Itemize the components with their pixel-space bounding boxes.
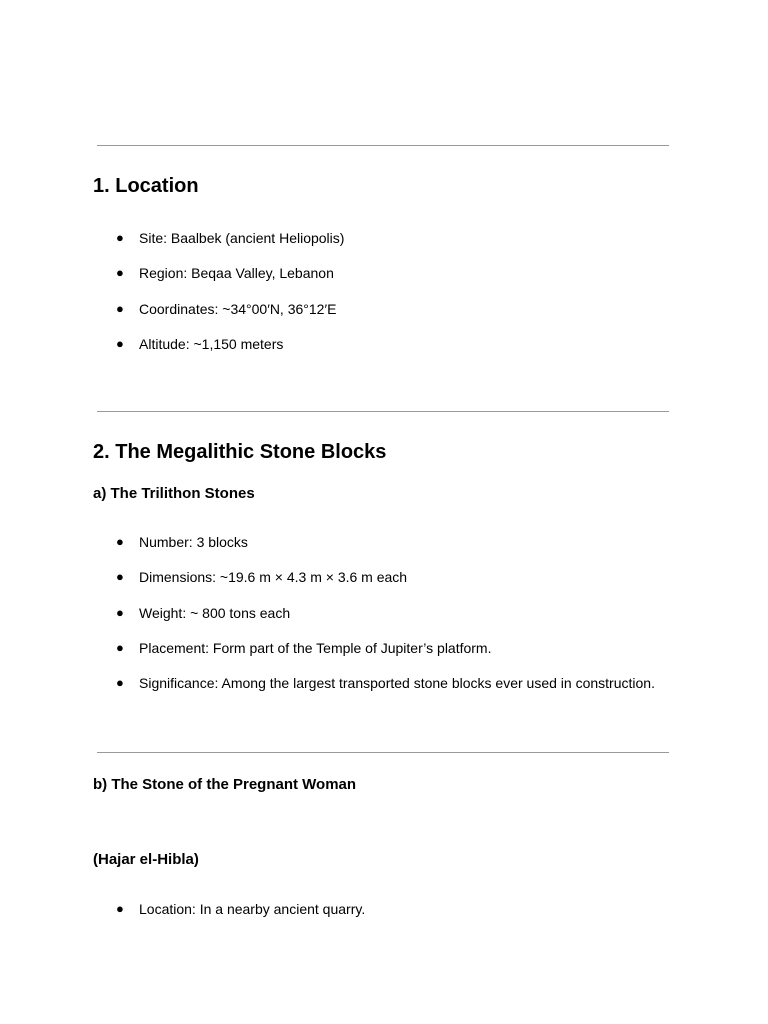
section-heading-megalithic: 2. The Megalithic Stone Blocks xyxy=(93,441,387,463)
divider-lower xyxy=(97,752,669,753)
subsection-heading-trilithon: a) The Trilithon Stones xyxy=(93,485,255,502)
list-item-text: Weight: ~ 800 tons each xyxy=(139,604,291,621)
subsection-heading-pregnant-woman: b) The Stone of the Pregnant Woman xyxy=(93,776,357,793)
list-item-text: Location: In a nearby ancient quarry. xyxy=(139,901,366,917)
bullet-icon: ● xyxy=(116,675,124,691)
section-heading-location: 1. Location xyxy=(93,175,199,197)
list-item-text: Significance: Among the largest transported stone blocks ever used in construction. xyxy=(139,675,655,692)
subsection-subheading-hajar: (Hajar el-Hibla) xyxy=(93,851,199,868)
list-item-text: Placement: Form part of the Temple of Jupiter’s platform. xyxy=(139,639,492,656)
bullet-icon: ● xyxy=(116,639,124,655)
list-item-text: Number: 3 blocks xyxy=(139,534,248,550)
bullet-icon: ● xyxy=(116,901,124,916)
list-item-text: Altitude: ~1,150 meters xyxy=(139,335,284,352)
list-item-text: Coordinates: ~34°00′N, 36°12′E xyxy=(139,300,337,317)
list-item-text: Site: Baalbek (ancient Heliopolis) xyxy=(139,230,345,246)
list-item-text: Region: Beqaa Valley, Lebanon xyxy=(139,265,334,282)
divider-top xyxy=(97,145,669,146)
bullet-icon: ● xyxy=(116,335,124,351)
bullet-icon: ● xyxy=(116,569,124,585)
bullet-icon: ● xyxy=(116,604,124,620)
list-item-text: Dimensions: ~19.6 m × 4.3 m × 3.6 m each xyxy=(139,569,408,586)
bullet-icon: ● xyxy=(116,300,124,316)
bullet-icon: ● xyxy=(116,265,124,281)
bullet-icon: ● xyxy=(116,230,124,245)
divider-middle xyxy=(97,411,669,412)
bullet-icon: ● xyxy=(116,534,124,549)
